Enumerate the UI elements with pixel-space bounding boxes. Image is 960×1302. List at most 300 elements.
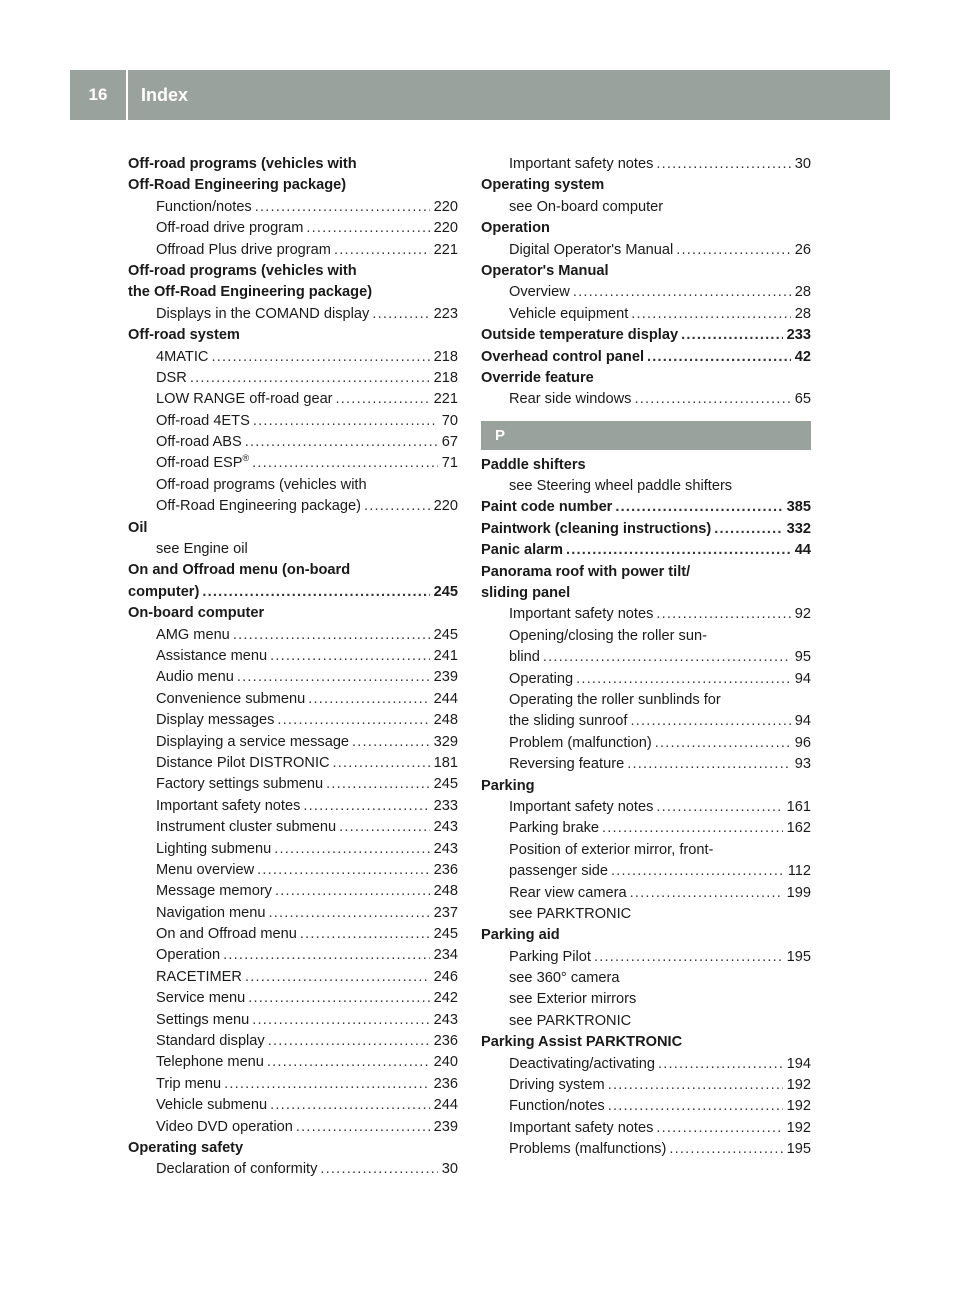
index-entry bbox=[481, 562, 811, 583]
entry-text: Overview bbox=[509, 284, 570, 301]
index-subentry[interactable] bbox=[128, 753, 458, 774]
page-reference[interactable]: 67 bbox=[441, 434, 458, 451]
index-subentry[interactable] bbox=[481, 1096, 811, 1117]
page-reference[interactable]: 44 bbox=[794, 542, 811, 559]
entry-text: Navigation menu bbox=[156, 904, 266, 921]
dot-leader bbox=[602, 818, 783, 839]
entry-text: Vehicle equipment bbox=[509, 305, 629, 322]
page-reference[interactable]: 92 bbox=[794, 606, 811, 623]
index-column-right bbox=[481, 154, 811, 1161]
dot-leader bbox=[270, 646, 430, 667]
entry-text: see Engine oil bbox=[156, 541, 248, 558]
dot-leader bbox=[257, 860, 429, 881]
page-reference[interactable]: 233 bbox=[433, 797, 458, 814]
index-subentry[interactable] bbox=[481, 1139, 811, 1160]
page-reference[interactable]: 239 bbox=[433, 669, 458, 686]
entry-text: Parking brake bbox=[509, 820, 600, 837]
page-reference[interactable]: 245 bbox=[433, 626, 458, 643]
entry-text: Important safety notes bbox=[509, 798, 654, 815]
entry-text: see PARKTRONIC bbox=[509, 1012, 632, 1029]
dot-leader bbox=[326, 774, 430, 795]
index-subentry bbox=[481, 690, 811, 711]
index-subentry[interactable] bbox=[128, 988, 458, 1009]
index-subentry[interactable] bbox=[481, 647, 811, 668]
header-bar bbox=[70, 70, 890, 120]
entry-text: On-board computer bbox=[128, 605, 265, 622]
dot-leader bbox=[631, 304, 791, 325]
page-reference[interactable]: 248 bbox=[433, 883, 458, 900]
page-reference[interactable]: 192 bbox=[786, 1119, 811, 1136]
entry-text: Driving system bbox=[509, 1077, 605, 1094]
page-reference[interactable]: 237 bbox=[433, 904, 458, 921]
dot-leader bbox=[352, 732, 430, 753]
entry-text: Operation bbox=[156, 947, 221, 964]
page-reference[interactable]: 94 bbox=[794, 670, 811, 687]
entry-text: RACETIMER bbox=[156, 968, 242, 985]
dot-leader bbox=[224, 1074, 429, 1095]
page-reference[interactable]: 181 bbox=[433, 754, 458, 771]
index-subentry bbox=[128, 539, 458, 560]
page-reference[interactable]: 332 bbox=[786, 520, 811, 537]
page-reference[interactable]: 329 bbox=[433, 733, 458, 750]
index-subentry bbox=[481, 197, 811, 218]
page-reference[interactable]: 112 bbox=[787, 863, 811, 880]
index-subentry[interactable] bbox=[481, 669, 811, 690]
dot-leader bbox=[237, 667, 430, 688]
entry-text: Parking aid bbox=[481, 927, 560, 944]
page-reference[interactable]: 223 bbox=[433, 305, 458, 322]
entry-text: Function/notes bbox=[509, 1098, 605, 1115]
index-subentry[interactable] bbox=[128, 667, 458, 688]
index-entry bbox=[128, 282, 458, 303]
dot-leader bbox=[245, 432, 438, 453]
registered-mark: ® bbox=[242, 453, 250, 464]
page-reference[interactable]: 71 bbox=[441, 455, 458, 472]
page-reference[interactable]: 245 bbox=[433, 926, 458, 943]
page-reference[interactable]: 30 bbox=[441, 1161, 458, 1178]
dot-leader bbox=[615, 497, 782, 518]
index-subentry bbox=[481, 626, 811, 647]
dot-leader bbox=[233, 625, 430, 646]
index-subentry[interactable] bbox=[128, 1010, 458, 1031]
dot-leader bbox=[248, 988, 429, 1009]
page-reference[interactable]: 218 bbox=[433, 348, 458, 365]
entry-text: AMG menu bbox=[156, 626, 230, 643]
dot-leader bbox=[676, 240, 791, 261]
index-subentry[interactable] bbox=[128, 432, 458, 453]
entry-text: computer) bbox=[128, 583, 200, 600]
entry-text: Rear view camera bbox=[509, 884, 627, 901]
index-entry bbox=[481, 925, 811, 946]
index-entry bbox=[128, 261, 458, 282]
entry-text: Off-road ABS bbox=[156, 434, 242, 451]
dot-leader bbox=[630, 711, 790, 732]
entry-text: Declaration of conformity bbox=[156, 1161, 318, 1178]
index-subentry[interactable] bbox=[128, 389, 458, 410]
index-subentry[interactable] bbox=[128, 903, 458, 924]
page-reference[interactable]: 199 bbox=[786, 884, 811, 901]
index-entry[interactable] bbox=[481, 519, 811, 540]
index-subentry[interactable] bbox=[481, 240, 811, 261]
dot-leader bbox=[611, 861, 784, 882]
index-subentry[interactable] bbox=[128, 646, 458, 667]
entry-text: Settings menu bbox=[156, 1011, 250, 1028]
dot-leader bbox=[245, 967, 430, 988]
index-subentry[interactable] bbox=[128, 839, 458, 860]
page-reference[interactable]: 28 bbox=[794, 305, 811, 322]
page-reference[interactable]: 93 bbox=[794, 756, 811, 773]
entry-text: Assistance menu bbox=[156, 647, 268, 664]
page-reference[interactable]: 220 bbox=[433, 220, 458, 237]
page-reference[interactable]: 161 bbox=[786, 798, 811, 815]
entry-text: sliding panel bbox=[481, 585, 571, 602]
dot-leader bbox=[211, 347, 429, 368]
entry-text: Operating safety bbox=[128, 1139, 244, 1156]
page-reference[interactable]: 162 bbox=[786, 820, 811, 837]
entry-text: Display messages bbox=[156, 712, 275, 729]
dot-leader bbox=[634, 389, 790, 410]
dot-leader bbox=[627, 754, 791, 775]
entry-text: Instrument cluster submenu bbox=[156, 819, 337, 836]
index-subentry[interactable] bbox=[128, 368, 458, 389]
page-reference[interactable]: 245 bbox=[433, 583, 458, 600]
index-subentry bbox=[481, 968, 811, 989]
index-subentry[interactable] bbox=[128, 1052, 458, 1073]
index-subentry[interactable] bbox=[128, 710, 458, 731]
index-subentry[interactable] bbox=[128, 1095, 458, 1116]
entry-text: Paddle shifters bbox=[481, 456, 586, 473]
index-subentry[interactable] bbox=[481, 947, 811, 968]
index-subentry[interactable] bbox=[481, 154, 811, 175]
page-reference[interactable]: 385 bbox=[786, 499, 811, 516]
dot-leader bbox=[656, 604, 790, 625]
dot-leader bbox=[308, 689, 429, 710]
index-subentry[interactable] bbox=[481, 797, 811, 818]
dot-leader bbox=[655, 733, 791, 754]
page-reference[interactable]: 192 bbox=[786, 1098, 811, 1115]
entry-text: Lighting submenu bbox=[156, 840, 272, 857]
index-subentry[interactable] bbox=[128, 945, 458, 966]
dot-leader bbox=[252, 453, 438, 474]
dot-leader bbox=[334, 240, 430, 261]
entry-text: Distance Pilot DISTRONIC bbox=[156, 754, 330, 771]
entry-text: 4MATIC bbox=[156, 348, 209, 365]
index-subentry[interactable] bbox=[128, 1074, 458, 1095]
index-subentry[interactable] bbox=[128, 796, 458, 817]
page-reference[interactable]: 243 bbox=[433, 840, 458, 857]
page-reference[interactable]: 242 bbox=[433, 990, 458, 1007]
dot-leader bbox=[543, 647, 791, 668]
page-reference[interactable]: 95 bbox=[794, 649, 811, 666]
index-entry[interactable] bbox=[481, 540, 811, 561]
dot-leader bbox=[647, 347, 791, 368]
entry-text: Parking Assist PARKTRONIC bbox=[481, 1034, 683, 1051]
index-subentry[interactable] bbox=[128, 967, 458, 988]
entry-text: Off-road 4ETS bbox=[156, 412, 250, 429]
page-reference[interactable]: 28 bbox=[794, 284, 811, 301]
index-entry[interactable] bbox=[481, 347, 811, 368]
entry-text: see Exterior mirrors bbox=[509, 991, 637, 1008]
entry-text: Panic alarm bbox=[481, 542, 563, 559]
index-entry bbox=[128, 325, 458, 346]
index-entry bbox=[481, 776, 811, 797]
index-subentry[interactable] bbox=[481, 604, 811, 625]
page-title: Index bbox=[141, 84, 189, 105]
dot-leader bbox=[253, 411, 438, 432]
index-subentry bbox=[481, 476, 811, 497]
index-subentry[interactable] bbox=[128, 496, 458, 517]
dot-leader bbox=[566, 540, 791, 561]
entry-text: Off-road programs (vehicles with bbox=[156, 476, 367, 493]
dot-leader bbox=[573, 282, 791, 303]
index-subentry[interactable] bbox=[481, 818, 811, 839]
dot-leader bbox=[714, 519, 782, 540]
dot-leader bbox=[300, 924, 430, 945]
entry-text: Video DVD operation bbox=[156, 1118, 293, 1135]
entry-text: Deactivating/activating bbox=[509, 1055, 656, 1072]
entry-text: Panorama roof with power tilt/ bbox=[481, 563, 691, 580]
dot-leader bbox=[303, 796, 429, 817]
index-entry[interactable] bbox=[128, 582, 458, 603]
page-number: 16 bbox=[88, 85, 108, 104]
entry-text: Displaying a service message bbox=[156, 733, 350, 750]
index-entry bbox=[128, 603, 458, 624]
index-subentry[interactable] bbox=[481, 1075, 811, 1096]
page-reference[interactable]: 195 bbox=[786, 1141, 811, 1158]
index-subentry[interactable] bbox=[128, 453, 458, 474]
dot-leader bbox=[364, 496, 430, 517]
entry-text: Override feature bbox=[481, 369, 594, 386]
page-reference[interactable]: 234 bbox=[433, 947, 458, 964]
index-subentry[interactable] bbox=[128, 774, 458, 795]
index-subentry[interactable] bbox=[481, 733, 811, 754]
page-reference[interactable]: 243 bbox=[433, 1011, 458, 1028]
index-subentry[interactable] bbox=[481, 1118, 811, 1139]
index-entry bbox=[128, 154, 458, 175]
entry-text: Outside temperature display bbox=[481, 327, 679, 344]
dot-leader bbox=[372, 304, 429, 325]
dot-leader bbox=[336, 389, 430, 410]
entry-text: Audio menu bbox=[156, 669, 234, 686]
page-reference[interactable]: 195 bbox=[786, 948, 811, 965]
entry-text: Standard display bbox=[156, 1033, 265, 1050]
dot-leader bbox=[339, 817, 430, 838]
page-reference[interactable]: 244 bbox=[433, 690, 458, 707]
entry-text: Reversing feature bbox=[509, 756, 625, 773]
entry-text: Menu overview bbox=[156, 861, 255, 878]
index-entry bbox=[481, 368, 811, 389]
page-reference[interactable]: 220 bbox=[433, 498, 458, 515]
entry-text: Off-Road Engineering package) bbox=[156, 498, 361, 515]
entry-text: Overhead control panel bbox=[481, 348, 645, 365]
dot-leader bbox=[656, 154, 790, 175]
entry-text: On and Offroad menu (on-board bbox=[128, 562, 351, 579]
page-reference[interactable]: 194 bbox=[786, 1055, 811, 1072]
index-entry[interactable] bbox=[481, 325, 811, 346]
entry-text: Vehicle submenu bbox=[156, 1097, 268, 1114]
entry-text: Factory settings submenu bbox=[156, 776, 324, 793]
dot-leader bbox=[333, 753, 430, 774]
dot-leader bbox=[656, 1118, 782, 1139]
index-entry bbox=[128, 518, 458, 539]
index-subentry[interactable] bbox=[481, 389, 811, 410]
dot-leader bbox=[269, 903, 430, 924]
dot-leader bbox=[190, 368, 430, 389]
dot-leader bbox=[296, 1117, 430, 1138]
index-subentry[interactable] bbox=[481, 861, 811, 882]
dot-leader bbox=[681, 325, 783, 346]
entry-text: Convenience submenu bbox=[156, 690, 306, 707]
dot-leader bbox=[608, 1075, 783, 1096]
page-reference[interactable]: 221 bbox=[433, 391, 458, 408]
entry-text: DSR bbox=[156, 369, 187, 386]
dot-leader bbox=[270, 1095, 429, 1116]
page-reference[interactable]: 243 bbox=[433, 819, 458, 836]
index-subentry bbox=[481, 989, 811, 1010]
page-reference[interactable]: 248 bbox=[433, 712, 458, 729]
index-subentry[interactable] bbox=[128, 1117, 458, 1138]
index-subentry[interactable] bbox=[128, 240, 458, 261]
index-subentry[interactable] bbox=[481, 754, 811, 775]
dot-leader bbox=[576, 669, 791, 690]
index-subentry[interactable] bbox=[128, 347, 458, 368]
entry-text: LOW RANGE off-road gear bbox=[156, 391, 333, 408]
index-subentry[interactable] bbox=[128, 924, 458, 945]
entry-text: Opening/closing the roller sun- bbox=[509, 627, 707, 644]
entry-text: Digital Operator's Manual bbox=[509, 241, 674, 258]
page-reference[interactable]: 245 bbox=[433, 776, 458, 793]
entry-text: see Steering wheel paddle shifters bbox=[509, 478, 733, 495]
entry-text: Off-road ESP® bbox=[156, 453, 250, 472]
entry-text: Important safety notes bbox=[509, 156, 654, 172]
entry-text: Operating system bbox=[481, 177, 605, 194]
index-subentry[interactable] bbox=[128, 411, 458, 432]
dot-leader bbox=[658, 1054, 783, 1075]
index-subentry[interactable] bbox=[128, 625, 458, 646]
entry-text: Off-road programs (vehicles with bbox=[128, 156, 357, 172]
entry-text: Paint code number bbox=[481, 499, 613, 516]
index-subentry[interactable] bbox=[128, 689, 458, 710]
page-reference[interactable]: 236 bbox=[433, 1075, 458, 1092]
index-subentry[interactable] bbox=[128, 881, 458, 902]
dot-leader bbox=[223, 945, 430, 966]
index-subentry bbox=[481, 1011, 811, 1032]
page-reference[interactable]: 192 bbox=[786, 1077, 811, 1094]
index-entry bbox=[481, 261, 811, 282]
dot-leader bbox=[267, 1052, 430, 1073]
page-reference[interactable]: 246 bbox=[433, 968, 458, 985]
entry-text: see On-board computer bbox=[509, 198, 664, 215]
index-subentry[interactable] bbox=[481, 711, 811, 732]
page-reference[interactable]: 96 bbox=[794, 734, 811, 751]
index-subentry[interactable] bbox=[128, 1031, 458, 1052]
entry-text: Operating the roller sunblinds for bbox=[509, 691, 721, 708]
entry-text: see PARKTRONIC bbox=[509, 905, 632, 922]
index-subentry[interactable] bbox=[481, 304, 811, 325]
entry-text: Operator's Manual bbox=[481, 262, 609, 279]
dot-leader bbox=[608, 1096, 783, 1117]
page-reference[interactable]: 239 bbox=[433, 1118, 458, 1135]
dot-leader bbox=[630, 883, 783, 904]
entry-text: Position of exterior mirror, front- bbox=[509, 841, 714, 858]
index-subentry[interactable] bbox=[481, 883, 811, 904]
index-subentry[interactable] bbox=[128, 1159, 458, 1180]
index-subentry[interactable] bbox=[481, 1054, 811, 1075]
entry-text: Important safety notes bbox=[509, 1119, 654, 1136]
page-reference[interactable]: 221 bbox=[433, 241, 458, 258]
index-entry bbox=[481, 1032, 811, 1053]
index-entry bbox=[481, 175, 811, 196]
page-reference[interactable]: 218 bbox=[433, 369, 458, 386]
index-entry bbox=[128, 175, 458, 196]
dot-leader bbox=[202, 582, 429, 603]
index-subentry[interactable] bbox=[481, 282, 811, 303]
page-reference[interactable]: 30 bbox=[794, 156, 811, 172]
index-subentry[interactable] bbox=[128, 817, 458, 838]
entry-text: Problems (malfunctions) bbox=[509, 1141, 667, 1158]
index-entry bbox=[481, 455, 811, 476]
page-reference[interactable]: 241 bbox=[433, 647, 458, 664]
entry-text: Off-road system bbox=[128, 327, 240, 344]
page-reference[interactable]: 42 bbox=[794, 348, 811, 365]
entry-text: Telephone menu bbox=[156, 1054, 264, 1071]
index-entry bbox=[128, 1138, 458, 1159]
entry-text: Service menu bbox=[156, 990, 246, 1007]
entry-text: Operating bbox=[509, 670, 574, 687]
index-entry bbox=[481, 583, 811, 604]
entry-text: Function/notes bbox=[156, 198, 252, 215]
page-reference[interactable]: 244 bbox=[433, 1097, 458, 1114]
dot-leader bbox=[275, 881, 430, 902]
page-reference[interactable]: 26 bbox=[794, 241, 811, 258]
page-reference[interactable]: 233 bbox=[786, 327, 811, 344]
index-subentry[interactable] bbox=[128, 218, 458, 239]
index-entry[interactable] bbox=[481, 497, 811, 518]
dot-leader bbox=[255, 197, 430, 218]
entry-text: passenger side bbox=[509, 863, 608, 880]
entry-text: Rear side windows bbox=[509, 391, 632, 408]
dot-leader bbox=[320, 1159, 437, 1180]
entry-text: Trip menu bbox=[156, 1075, 222, 1092]
entry-text: Operation bbox=[481, 220, 550, 237]
entry-text: Parking bbox=[481, 777, 535, 794]
entry-text: Oil bbox=[128, 519, 148, 536]
page-reference[interactable]: 65 bbox=[794, 391, 811, 408]
dot-leader bbox=[252, 1010, 429, 1031]
page-reference[interactable]: 70 bbox=[441, 412, 458, 429]
entry-text: Paintwork (cleaning instructions) bbox=[481, 520, 712, 537]
entry-text: Parking Pilot bbox=[509, 948, 591, 965]
page-reference[interactable]: 236 bbox=[433, 861, 458, 878]
page-reference[interactable]: 236 bbox=[433, 1033, 458, 1050]
page-reference[interactable]: 240 bbox=[433, 1054, 458, 1071]
dot-leader bbox=[274, 839, 429, 860]
page-reference[interactable]: 94 bbox=[794, 713, 811, 730]
index-subentry bbox=[481, 840, 811, 861]
index-subentry[interactable] bbox=[128, 860, 458, 881]
entry-text: On and Offroad menu bbox=[156, 926, 297, 943]
dot-leader bbox=[656, 797, 782, 818]
dot-leader bbox=[268, 1031, 430, 1052]
entry-text: the Off-Road Engineering package) bbox=[128, 284, 373, 301]
page-reference[interactable]: 220 bbox=[433, 198, 458, 215]
entry-text: Off-Road Engineering package) bbox=[128, 177, 347, 194]
index-subentry[interactable] bbox=[128, 732, 458, 753]
entry-text: Off-road drive program bbox=[156, 220, 304, 237]
index-subentry[interactable] bbox=[128, 197, 458, 218]
dot-leader bbox=[277, 710, 429, 731]
index-subentry[interactable] bbox=[128, 304, 458, 325]
